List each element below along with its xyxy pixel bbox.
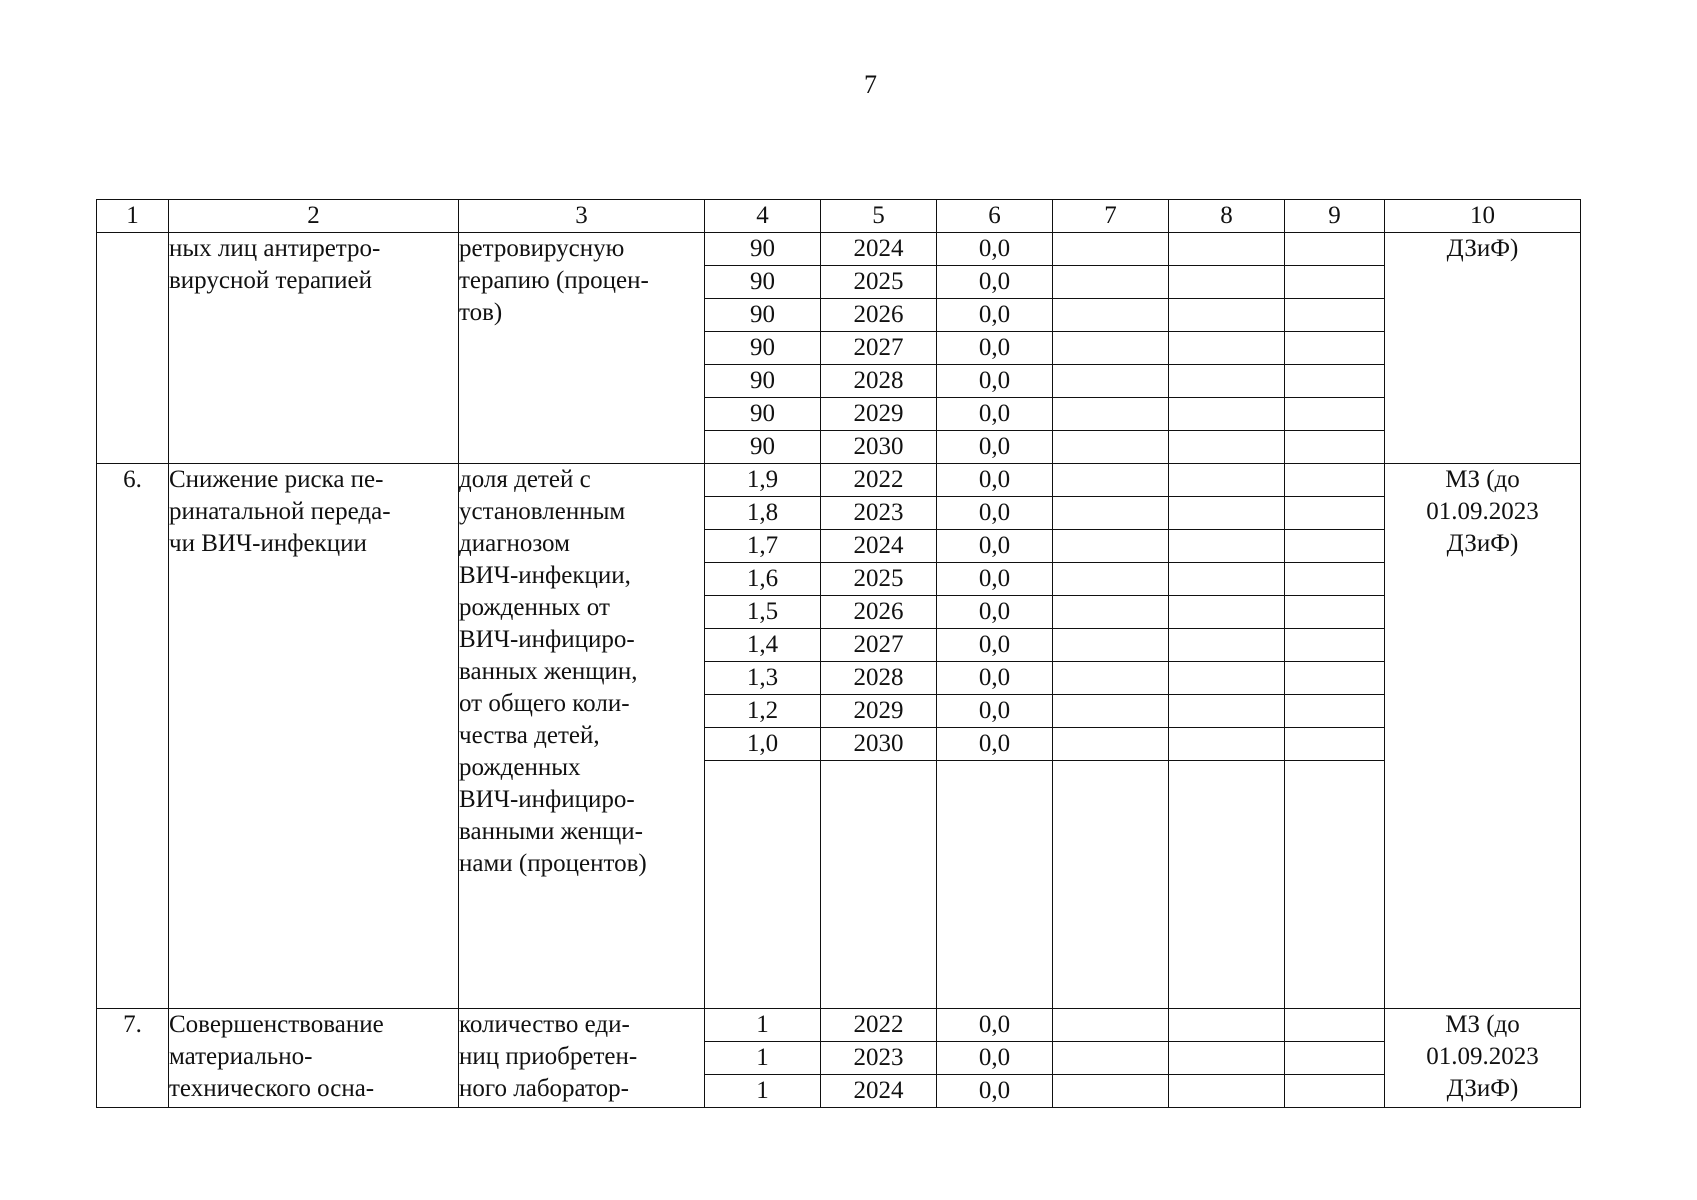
year-cell: 2024	[821, 530, 937, 563]
empty-cell	[1053, 464, 1169, 497]
responsible-party-text: МЗ (до 01.09.2023 ДЗиФ)	[1426, 466, 1539, 557]
empty-cell	[1285, 1042, 1385, 1075]
empty-cell	[1053, 233, 1169, 266]
target-value: 1	[705, 1075, 821, 1108]
year-cell: 2026	[821, 299, 937, 332]
year-cell: 2023	[821, 497, 937, 530]
empty-cell	[1053, 1009, 1169, 1042]
target-value: 90	[705, 299, 821, 332]
column-header: 2	[169, 200, 459, 233]
empty-cell	[1169, 431, 1285, 464]
row-index: 7.	[97, 1009, 169, 1108]
empty-cell	[1285, 1075, 1385, 1108]
funding-value: 0,0	[937, 332, 1053, 365]
funding-value: 0,0	[937, 1042, 1053, 1075]
empty-cell	[1169, 563, 1285, 596]
empty-cell	[821, 761, 937, 1009]
year-cell: 2028	[821, 662, 937, 695]
target-value: 90	[705, 431, 821, 464]
empty-cell	[1053, 761, 1169, 1009]
year-cell: 2028	[821, 365, 937, 398]
empty-cell	[1169, 530, 1285, 563]
row-index: 6.	[97, 464, 169, 1009]
table-row	[97, 464, 1581, 497]
empty-cell	[1053, 629, 1169, 662]
target-value: 90	[705, 365, 821, 398]
empty-cell	[1285, 563, 1385, 596]
year-cell: 2029	[821, 695, 937, 728]
target-value: 1,0	[705, 728, 821, 761]
empty-cell	[1169, 662, 1285, 695]
empty-cell	[1285, 662, 1385, 695]
measure-name	[169, 233, 459, 464]
empty-cell	[1169, 266, 1285, 299]
table-body	[97, 233, 1581, 1108]
column-header: 3	[459, 200, 705, 233]
empty-cell	[1053, 728, 1169, 761]
target-value: 1,2	[705, 695, 821, 728]
empty-cell	[1285, 1009, 1385, 1042]
table-row	[97, 233, 1581, 266]
empty-cell	[1285, 266, 1385, 299]
empty-cell	[1169, 728, 1285, 761]
indicator-name-text: ретровирусную терапию (процен- тов)	[459, 235, 649, 326]
funding-value: 0,0	[937, 596, 1053, 629]
empty-cell	[1169, 464, 1285, 497]
column-header: 1	[97, 200, 169, 233]
empty-cell	[1053, 1075, 1169, 1108]
year-cell: 2024	[821, 1075, 937, 1108]
empty-cell	[1053, 1042, 1169, 1075]
indicator-name	[459, 1009, 705, 1108]
empty-cell	[1053, 332, 1169, 365]
page-number: 7	[864, 70, 877, 99]
funding-value: 0,0	[937, 299, 1053, 332]
empty-cell	[1285, 332, 1385, 365]
column-header: 6	[937, 200, 1053, 233]
empty-cell	[1285, 530, 1385, 563]
empty-cell	[1169, 629, 1285, 662]
funding-value: 0,0	[937, 464, 1053, 497]
target-value: 90	[705, 233, 821, 266]
empty-cell	[1053, 563, 1169, 596]
funding-value: 0,0	[937, 563, 1053, 596]
year-cell: 2029	[821, 398, 937, 431]
year-cell: 2023	[821, 1042, 937, 1075]
funding-value: 0,0	[937, 1075, 1053, 1108]
funding-value: 0,0	[937, 266, 1053, 299]
empty-cell	[1053, 662, 1169, 695]
empty-cell	[1169, 596, 1285, 629]
column-header: 4	[705, 200, 821, 233]
empty-cell	[1285, 596, 1385, 629]
measure-name	[169, 1009, 459, 1108]
target-value: 1,3	[705, 662, 821, 695]
funding-value: 0,0	[937, 530, 1053, 563]
measure-name	[169, 464, 459, 1009]
empty-cell	[1053, 398, 1169, 431]
empty-cell	[1285, 233, 1385, 266]
row-index	[97, 233, 169, 464]
empty-cell	[1053, 299, 1169, 332]
funding-value: 0,0	[937, 728, 1053, 761]
indicator-name	[459, 233, 705, 464]
empty-cell	[1285, 365, 1385, 398]
target-value: 1	[705, 1042, 821, 1075]
empty-cell	[1285, 629, 1385, 662]
responsible-party	[1385, 233, 1581, 464]
empty-cell	[705, 761, 821, 1009]
funding-value: 0,0	[937, 662, 1053, 695]
empty-cell	[1285, 497, 1385, 530]
empty-cell	[1169, 332, 1285, 365]
year-cell: 2025	[821, 266, 937, 299]
responsible-party	[1385, 464, 1581, 1009]
funding-value: 0,0	[937, 233, 1053, 266]
empty-cell	[1169, 365, 1285, 398]
empty-cell	[1285, 431, 1385, 464]
column-header: 10	[1385, 200, 1581, 233]
year-cell: 2030	[821, 728, 937, 761]
year-cell: 2024	[821, 233, 937, 266]
target-value: 90	[705, 398, 821, 431]
funding-value: 0,0	[937, 497, 1053, 530]
empty-cell	[1053, 596, 1169, 629]
empty-cell	[1053, 365, 1169, 398]
year-cell: 2027	[821, 629, 937, 662]
empty-cell	[1169, 1009, 1285, 1042]
responsible-party-text: МЗ (до 01.09.2023 ДЗиФ)	[1426, 1011, 1539, 1102]
funding-value: 0,0	[937, 365, 1053, 398]
indicator-name-text: количество еди- ниц приобретен- ного лаборатор-	[459, 1011, 638, 1102]
year-cell: 2022	[821, 464, 937, 497]
indicator-name	[459, 464, 705, 1009]
empty-cell	[1285, 299, 1385, 332]
target-value: 90	[705, 332, 821, 365]
measure-name-text: ных лиц антиретро- вирусной терапией	[169, 235, 381, 294]
funding-value: 0,0	[937, 629, 1053, 662]
empty-cell	[937, 761, 1053, 1009]
target-value: 1	[705, 1009, 821, 1042]
funding-value: 0,0	[937, 398, 1053, 431]
indicator-name-text: доля детей с установленным диагнозом ВИЧ-инфекции, рожденных от ВИЧ-инфициро- ванных женщин, от общего коли- чества детей, рожденных ВИЧ-инфициро- ванными женщи- нами (процентов)	[459, 466, 647, 877]
empty-cell	[1285, 464, 1385, 497]
target-value: 1,7	[705, 530, 821, 563]
responsible-party-text: ДЗиФ)	[1446, 235, 1519, 262]
target-value: 1,5	[705, 596, 821, 629]
column-header: 8	[1169, 200, 1285, 233]
empty-cell	[1169, 1042, 1285, 1075]
year-cell: 2027	[821, 332, 937, 365]
target-value: 1,6	[705, 563, 821, 596]
empty-cell	[1053, 497, 1169, 530]
empty-cell	[1169, 398, 1285, 431]
target-value: 1,8	[705, 497, 821, 530]
empty-cell	[1169, 695, 1285, 728]
empty-cell	[1053, 695, 1169, 728]
funding-value: 0,0	[937, 1009, 1053, 1042]
empty-cell	[1053, 266, 1169, 299]
empty-cell	[1053, 530, 1169, 563]
table-header-row	[97, 200, 1581, 233]
column-header: 7	[1053, 200, 1169, 233]
year-cell: 2025	[821, 563, 937, 596]
empty-cell	[1169, 299, 1285, 332]
empty-cell	[1169, 497, 1285, 530]
empty-cell	[1169, 233, 1285, 266]
target-value: 90	[705, 266, 821, 299]
funding-value: 0,0	[937, 431, 1053, 464]
indicators-table	[96, 199, 1581, 1108]
year-cell: 2022	[821, 1009, 937, 1042]
empty-cell	[1285, 398, 1385, 431]
target-value: 1,9	[705, 464, 821, 497]
funding-value: 0,0	[937, 695, 1053, 728]
measure-name-text: Снижение риска пе- ринатальной переда- чи ВИЧ-инфекции	[169, 466, 391, 557]
empty-cell	[1169, 1075, 1285, 1108]
column-header: 5	[821, 200, 937, 233]
column-header: 9	[1285, 200, 1385, 233]
target-value: 1,4	[705, 629, 821, 662]
empty-cell	[1285, 761, 1385, 1009]
table-row	[97, 1009, 1581, 1042]
responsible-party	[1385, 1009, 1581, 1108]
empty-cell	[1053, 431, 1169, 464]
empty-cell	[1285, 695, 1385, 728]
measure-name-text: Совершенствование материально- технического осна-	[169, 1011, 384, 1102]
year-cell: 2026	[821, 596, 937, 629]
year-cell: 2030	[821, 431, 937, 464]
empty-cell	[1169, 761, 1285, 1009]
empty-cell	[1285, 728, 1385, 761]
